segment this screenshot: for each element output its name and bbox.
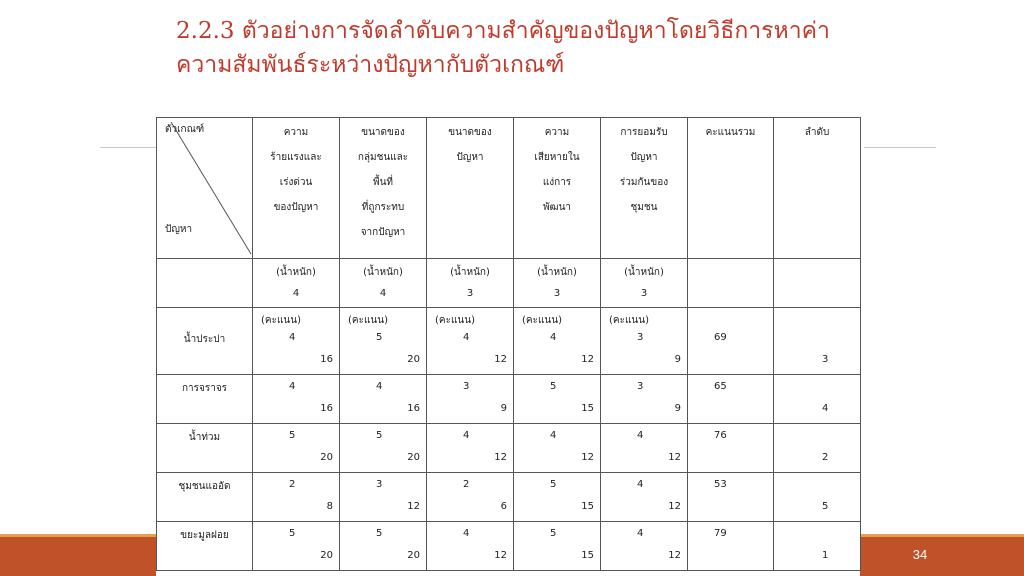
weighted-score: 9	[674, 403, 681, 414]
page-number: 34	[912, 547, 928, 562]
total-score: 76	[714, 430, 727, 441]
score-cell	[340, 375, 427, 424]
score-cell	[427, 473, 514, 522]
score-cell	[601, 308, 688, 375]
weighted-score: 12	[494, 354, 507, 365]
score-cell	[340, 522, 427, 571]
score-label: (คะแนน)	[609, 315, 649, 326]
raw-score: 4	[376, 381, 383, 392]
problem-name-cell: ชุมชนแออัด	[157, 473, 253, 522]
header-affected-size: ขนาดของ กลุ่มชนและ พื้นที่ ที่ถูกระทบ จากปัญหา	[340, 118, 427, 259]
weighted-score: 15	[581, 501, 594, 512]
weighted-score: 15	[581, 550, 594, 561]
weight-cell: (น้ำหนัก) 4	[340, 259, 427, 308]
score-cell	[601, 522, 688, 571]
raw-score: 5	[289, 528, 296, 539]
weighted-score: 12	[407, 501, 420, 512]
problem-name-cell: การจราจร	[157, 375, 253, 424]
score-label: (คะแนน)	[522, 315, 562, 326]
raw-score: 5	[289, 430, 296, 441]
raw-score: 4	[550, 332, 557, 343]
total-score: 65	[714, 381, 727, 392]
table-row	[157, 424, 861, 473]
rank-value: 5	[822, 501, 829, 512]
slide-title	[176, 14, 936, 82]
priority-table	[156, 117, 861, 571]
weighted-score: 15	[581, 403, 594, 414]
table-row	[157, 308, 861, 375]
criteria-label: ตัวเกณฑ์	[165, 124, 205, 135]
rank-cell	[774, 473, 861, 522]
header-total: คะแนนรวม	[688, 118, 774, 259]
raw-score: 3	[637, 381, 644, 392]
priority-table-image	[156, 117, 860, 576]
table-row	[157, 375, 861, 424]
raw-score: 5	[550, 479, 557, 490]
score-cell	[253, 473, 340, 522]
score-cell	[253, 308, 340, 375]
score-cell	[514, 473, 601, 522]
weight-cell: (น้ำหนัก) 3	[427, 259, 514, 308]
total-score-cell	[688, 522, 774, 571]
score-cell	[427, 375, 514, 424]
score-cell	[253, 522, 340, 571]
score-cell	[514, 308, 601, 375]
header-severity: ความ ร้ายแรงและ เร่งด่วน ของปัญหา	[253, 118, 340, 259]
raw-score: 5	[376, 332, 383, 343]
weighted-score: 12	[494, 452, 507, 463]
header-rank: ลำดับ	[774, 118, 861, 259]
raw-score: 4	[637, 528, 644, 539]
score-cell	[340, 308, 427, 375]
weighted-score: 20	[407, 452, 420, 463]
score-cell	[514, 424, 601, 473]
raw-score: 5	[550, 381, 557, 392]
weighted-score: 12	[668, 501, 681, 512]
weighted-score: 12	[668, 452, 681, 463]
score-cell	[427, 424, 514, 473]
title-line-2: ความสัมพันธ์ระหว่างปัญหากับตัวเกณฑ์	[176, 52, 565, 78]
problem-name-cell: ขยะมูลฝอย	[157, 522, 253, 571]
total-score-cell	[688, 308, 774, 375]
total-score-cell	[688, 375, 774, 424]
raw-score: 3	[637, 332, 644, 343]
rank-value: 3	[822, 354, 829, 365]
header-row	[157, 118, 861, 259]
weighted-score: 16	[407, 403, 420, 414]
rank-cell	[774, 522, 861, 571]
weighted-score: 12	[668, 550, 681, 561]
table-row	[157, 522, 861, 571]
weighted-score: 9	[500, 403, 507, 414]
score-cell	[601, 375, 688, 424]
raw-score: 2	[289, 479, 296, 490]
raw-score: 2	[463, 479, 470, 490]
raw-score: 3	[376, 479, 383, 490]
total-score-cell	[688, 424, 774, 473]
table-row	[157, 473, 861, 522]
weighted-score: 20	[407, 354, 420, 365]
raw-score: 5	[550, 528, 557, 539]
score-label: (คะแนน)	[261, 315, 301, 326]
weighted-score: 6	[500, 501, 507, 512]
weighted-score: 20	[320, 550, 333, 561]
problem-label: ปัญหา	[165, 224, 193, 235]
raw-score: 4	[289, 332, 296, 343]
weight-cell: (น้ำหนัก) 3	[601, 259, 688, 308]
raw-score: 4	[463, 332, 470, 343]
weighted-score: 8	[326, 501, 333, 512]
total-score: 53	[714, 479, 727, 490]
weight-row	[157, 259, 861, 308]
header-damage: ความ เสียหายใน แง่การ พัฒนา	[514, 118, 601, 259]
raw-score: 4	[289, 381, 296, 392]
weight-cell: (น้ำหนัก) 3	[514, 259, 601, 308]
total-score: 79	[714, 528, 727, 539]
raw-score: 4	[463, 430, 470, 441]
rank-cell	[774, 424, 861, 473]
score-cell	[601, 424, 688, 473]
corner-cell	[157, 118, 253, 259]
weighted-score: 16	[320, 403, 333, 414]
decorative-line-left	[100, 147, 156, 148]
score-cell	[340, 473, 427, 522]
raw-score: 3	[463, 381, 470, 392]
weight-row-empty	[688, 259, 774, 308]
rank-cell	[774, 308, 861, 375]
weighted-score: 16	[320, 354, 333, 365]
total-score: 69	[714, 332, 727, 343]
weighted-score: 20	[320, 452, 333, 463]
rank-value: 1	[822, 550, 829, 561]
title-line-1: 2.2.3 ตัวอย่างการจัดลำดับความสำคัญของปัญหาโดยวิธีการหาค่า	[176, 18, 830, 44]
weight-row-empty	[157, 259, 253, 308]
score-cell	[427, 308, 514, 375]
raw-score: 4	[637, 430, 644, 441]
weighted-score: 12	[494, 550, 507, 561]
score-cell	[427, 522, 514, 571]
problem-name-cell: น้ำท่วม	[157, 424, 253, 473]
rank-value: 4	[822, 403, 829, 414]
rank-cell	[774, 375, 861, 424]
raw-score: 5	[376, 430, 383, 441]
score-cell	[253, 375, 340, 424]
score-label: (คะแนน)	[435, 315, 475, 326]
score-cell	[514, 375, 601, 424]
score-cell	[514, 522, 601, 571]
raw-score: 4	[463, 528, 470, 539]
weighted-score: 9	[674, 354, 681, 365]
header-problem-size: ขนาดของ ปัญหา	[427, 118, 514, 259]
score-label: (คะแนน)	[348, 315, 388, 326]
score-cell	[253, 424, 340, 473]
decorative-line-right	[864, 147, 936, 148]
header-acceptance: การยอมรับ ปัญหา ร่วมกันของ ชุมชน	[601, 118, 688, 259]
score-cell	[601, 473, 688, 522]
score-cell	[340, 424, 427, 473]
raw-score: 4	[637, 479, 644, 490]
problem-name-cell: น้ำประปา	[157, 308, 253, 375]
raw-score: 5	[376, 528, 383, 539]
weight-row-empty	[774, 259, 861, 308]
total-score-cell	[688, 473, 774, 522]
raw-score: 4	[550, 430, 557, 441]
weighted-score: 12	[581, 354, 594, 365]
weight-cell: (น้ำหนัก) 4	[253, 259, 340, 308]
weighted-score: 20	[407, 550, 420, 561]
rank-value: 2	[822, 452, 829, 463]
weighted-score: 12	[581, 452, 594, 463]
